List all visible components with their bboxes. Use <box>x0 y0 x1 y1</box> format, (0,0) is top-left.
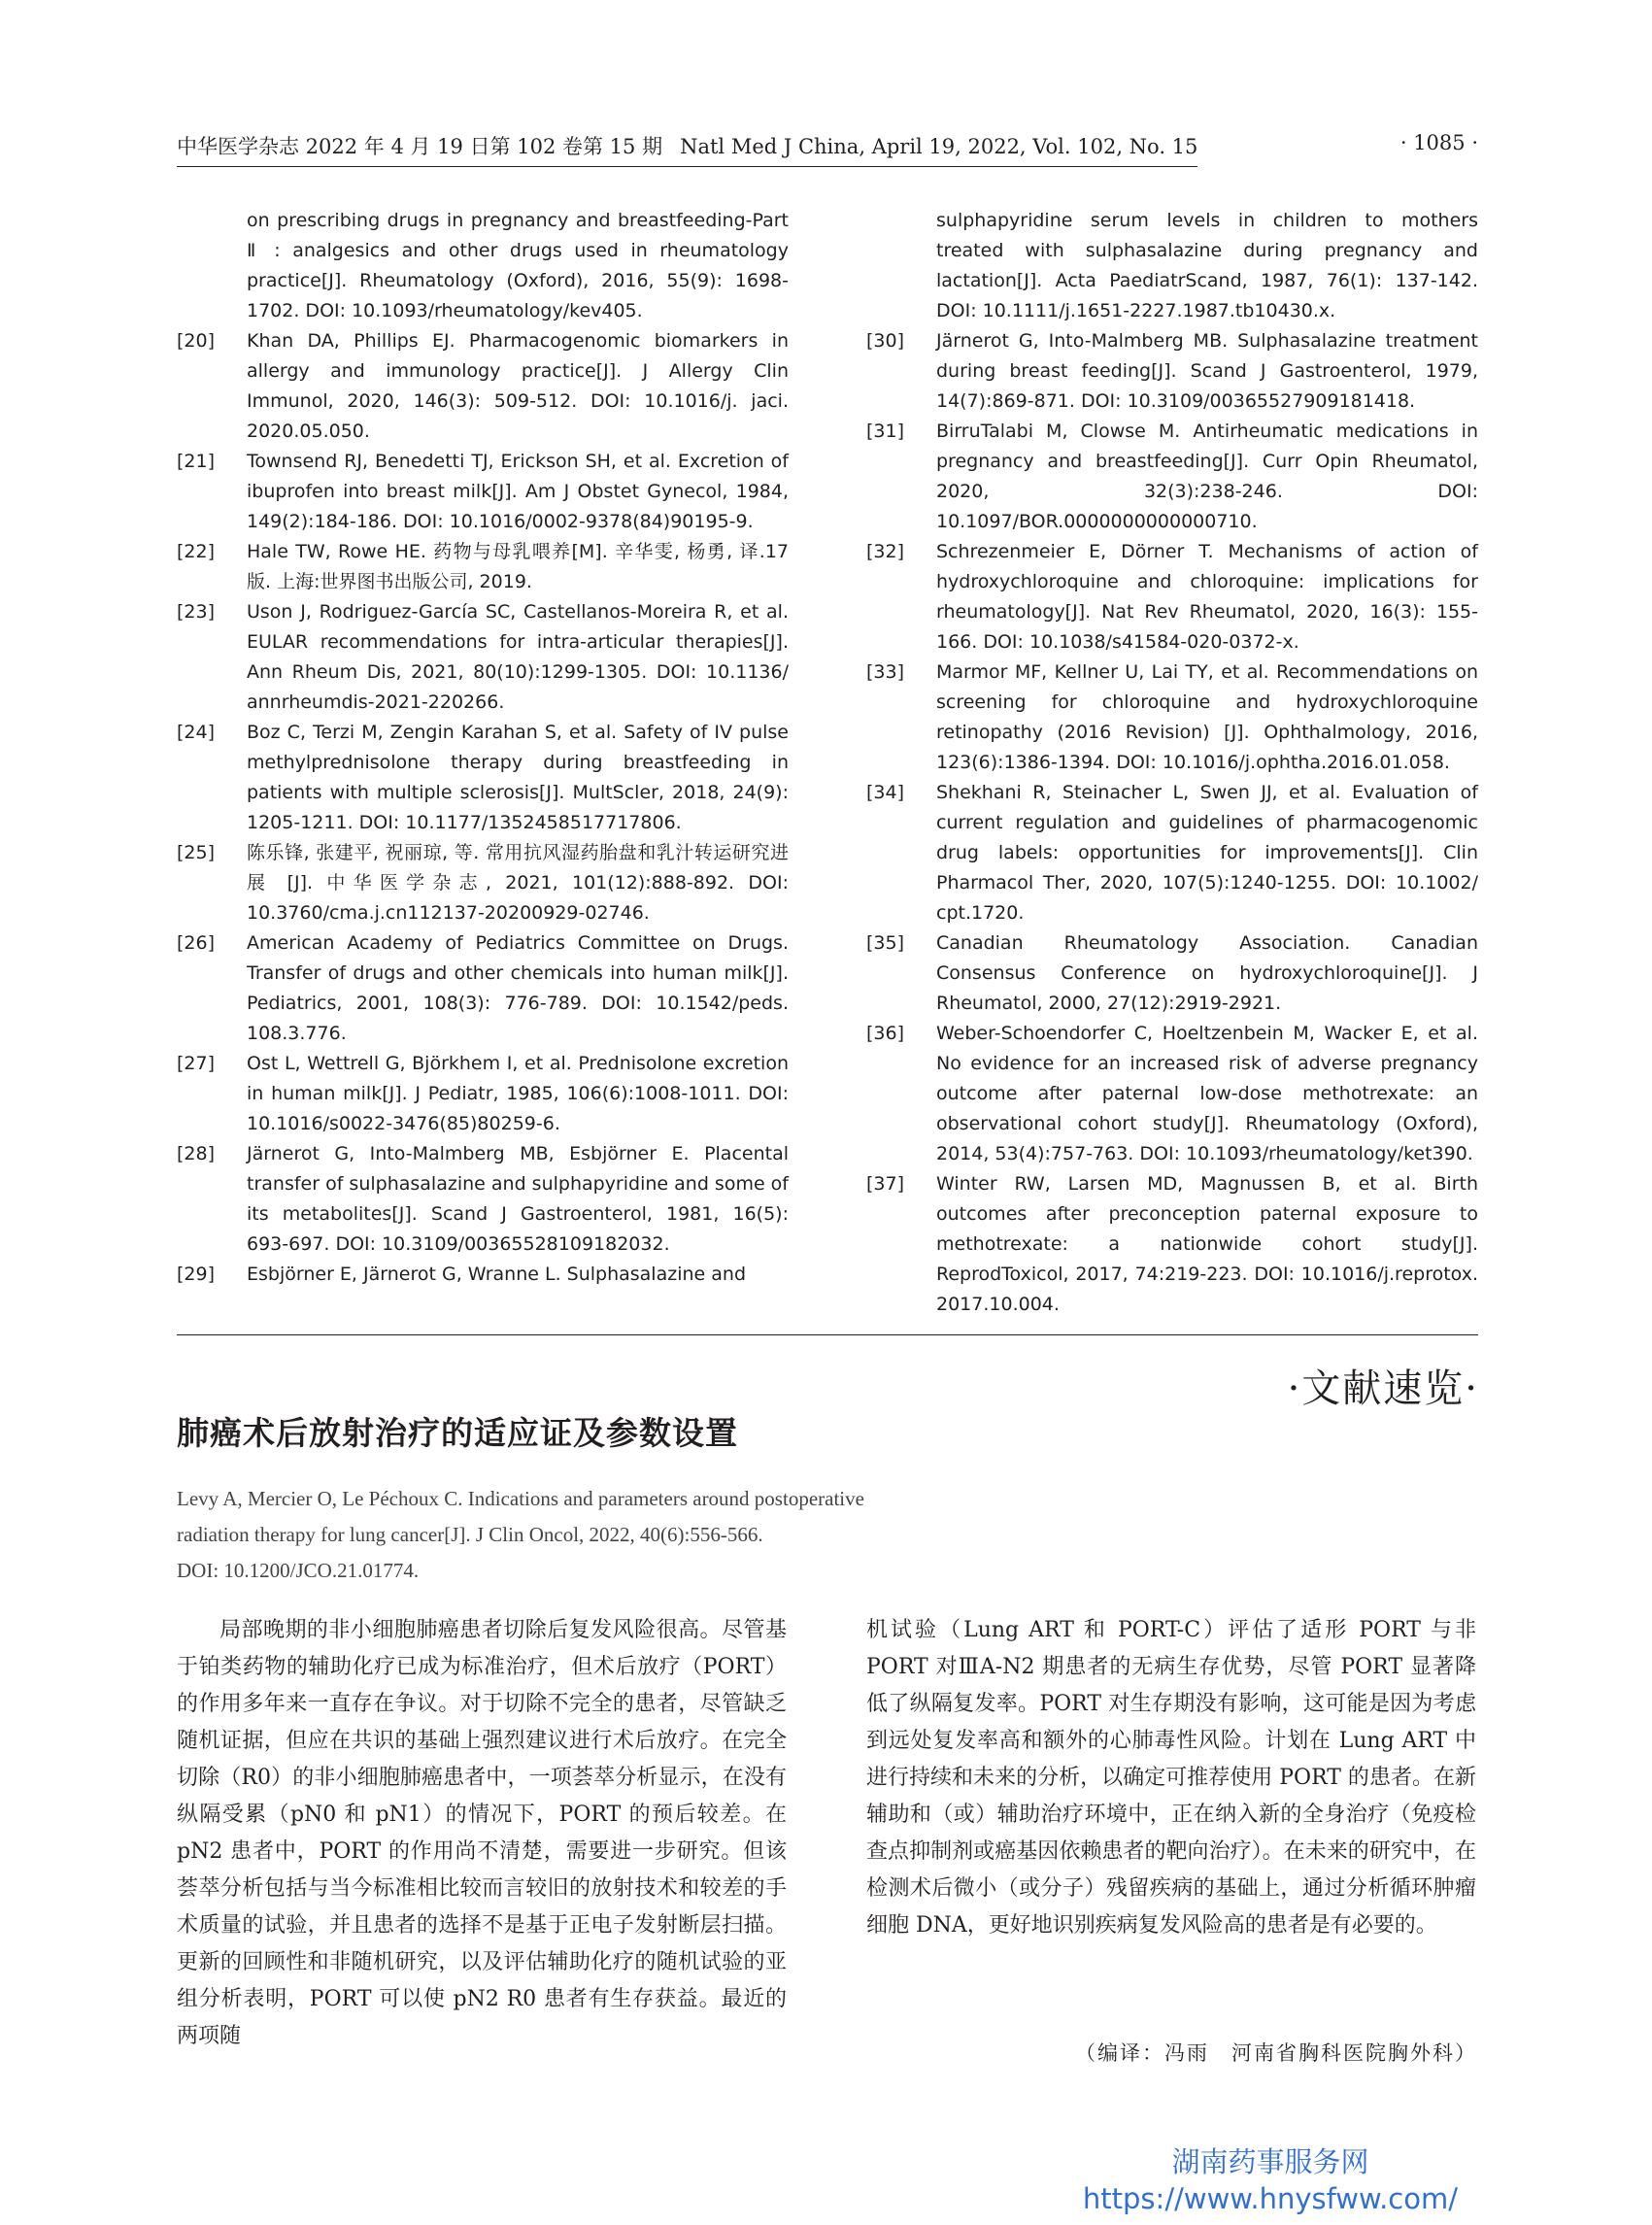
reference-text: 陈乐锋, 张建平, 祝丽琼, 等. 常用抗风湿药胎盘和乳汁转运研究进展 [J]. 中华医学杂志, 2021, 101(12):888-892. DOI: 10.3760/cma.j.cn112137-20200929-02746. <box>247 842 789 924</box>
reference-item <box>866 778 1478 928</box>
reference-number: [23] <box>177 601 216 623</box>
reference-text: Ost L, Wettrell G, Björkhem I, et al. Prednisolone excretion in human milk[J]. J Pediatr, 1985, 106(6):1008-1011. DOI: 10.1016/s0022-3476(85)80259-6. <box>247 1053 789 1134</box>
reference-text: Marmor MF, Kellner U, Lai TY, et al. Recommendations on screening for chloroquine and hydroxychloroquine retinopathy (2016 Revision) [J]. Ophthalmology, 2016, 123(6):1386-1394. DOI: 10.1016/j.ophtha.2016.01.058. <box>936 661 1478 773</box>
reference-text: BirruTalabi M, Clowse M. Antirheumatic medications in pregnancy and breastfeeding[J]. Curr Opin Rheumatol, 2020, 32(3):238-246. DOI: 10.1097/BOR.0000000000000710. <box>936 421 1478 532</box>
reference-text: on prescribing drugs in pregnancy and breastfeeding-Part Ⅱ : analgesics and other drugs used in rheumatology practice[J]. Rheumatology (Oxford), 2016, 55(9): 1698-1702. DOI: 10.1093/rheumatology/kev405. <box>247 210 789 321</box>
reference-item <box>177 1049 789 1139</box>
article-title: 肺癌术后放射治疗的适应证及参数设置 <box>177 1414 738 1452</box>
reference-item <box>177 928 789 1049</box>
reference-number: [21] <box>177 451 216 472</box>
citation-line: DOI: 10.1200/JCO.21.01774. <box>177 1559 420 1582</box>
citation-line: Levy A, Mercier O, Le Péchoux C. Indications and parameters around postoperative <box>177 1487 864 1510</box>
journal-cn: 中华医学杂志 2022 年 4 月 19 日第 102 卷第 15 期 <box>177 135 663 158</box>
article-citation <box>177 1481 1109 1589</box>
article-body <box>177 1612 1478 2048</box>
section-tag: ·文献速览· <box>1287 1366 1479 1411</box>
reference-item <box>866 928 1478 1019</box>
reference-item <box>177 537 789 597</box>
reference-number: [26] <box>177 932 216 954</box>
reference-number: [30] <box>866 330 905 352</box>
page-number: · 1085 · <box>1399 131 1478 154</box>
reference-item <box>177 718 789 838</box>
reference-number: [25] <box>177 842 216 863</box>
reference-text: Khan DA, Phillips EJ. Pharmacogenomic biomarkers in allergy and immunology practice[J]. J Allergy Clin Immunol, 2020, 146(3): 509-512. DOI: 10.1016/j. jaci. 2020.05.050. <box>247 330 789 442</box>
reference-item <box>177 838 789 928</box>
reference-number: [33] <box>866 661 905 683</box>
reference-number: [28] <box>177 1143 216 1164</box>
reference-text: Hale TW, Rowe HE. 药物与母乳喂养[M]. 辛华雯, 杨勇, 译.17 版. 上海:世界图书出版公司, 2019. <box>247 541 789 592</box>
reference-number: [24] <box>177 722 216 743</box>
watermark-name: 湖南药事服务网 <box>1171 2145 1369 2178</box>
reference-text: Boz C, Terzi M, Zengin Karahan S, et al. Safety of IV pulse methylprednisolone therapy during breastfeeding in patients with multiple sclerosis[J]. MultScler, 2018, 24(9): 1205-1211. DOI: 10.1177/1352458517717806. <box>247 722 789 833</box>
reference-text: Canadian Rheumatology Association. Canadian Consensus Conference on hydroxychloroquine[J]. J Rheumatol, 2000, 27(12):2919-2921. <box>936 932 1478 1014</box>
reference-item <box>866 1169 1478 1320</box>
reference-number: [29] <box>177 1264 216 1285</box>
reference-item <box>177 1139 789 1260</box>
reference-item <box>866 326 1478 417</box>
reference-text: Järnerot G, Into-Malmberg MB. Sulphasalazine treatment during breast feeding[J]. Scand J Gastroenterol, 1979, 14(7):869-871. DOI: 10.3109/00365527909181418. <box>936 330 1478 412</box>
reference-number: [31] <box>866 421 905 442</box>
page-header <box>177 131 1478 166</box>
section-divider <box>177 1334 1478 1335</box>
watermark-url[interactable]: https://www.hnysfww.com/ <box>1082 2182 1458 2215</box>
journal-en: Natl Med J China, April 19, 2022, Vol. 102, No. 15 <box>680 135 1198 158</box>
watermark <box>1083 2143 1458 2217</box>
reference-item <box>177 597 789 718</box>
reference-item <box>866 1019 1478 1169</box>
reference-item <box>866 657 1478 778</box>
reference-item <box>866 206 1478 326</box>
reference-number: [27] <box>177 1053 216 1074</box>
reference-text: sulphapyridine serum levels in children to mothers treated with sulphasalazine during pregnancy and lactation[J]. Acta PaediatrScand, 1987, 76(1): 137-142. DOI: 10.1111/j.1651-2227.1987.tb10430.x. <box>936 210 1478 321</box>
reference-item <box>177 206 789 326</box>
reference-number: [32] <box>866 541 905 562</box>
reference-text: Townsend RJ, Benedetti TJ, Erickson SH, et al. Excretion of ibuprofen into breast milk[J]. Am J Obstet Gynecol, 1984, 149(2):184-186. DOI: 10.1016/0002-9378(84)90195-9. <box>247 451 789 532</box>
reference-text: Esbjörner E, Järnerot G, Wranne L. Sulphasalazine and <box>247 1264 747 1285</box>
reference-number: [36] <box>866 1023 905 1044</box>
reference-number: [35] <box>866 932 905 954</box>
reference-text: Schrezenmeier E, Dörner T. Mechanisms of action of hydroxychloroquine and chloroquine: implications for rheumatology[J]. Nat Rev Rheumatol, 2020, 16(3): 155-166. DOI: 10.1038/s41584-020-0372-x. <box>936 541 1478 653</box>
reference-item <box>866 537 1478 657</box>
reference-text: Winter RW, Larsen MD, Magnussen B, et al. Birth outcomes after preconception paternal exposure to methotrexate: a nationwide cohort study[J]. ReprodToxicol, 2017, 74:219-223. DOI: 10.1016/j.reprotox. 2017.10.004. <box>936 1173 1478 1315</box>
reference-list <box>177 206 1478 1315</box>
reference-text: American Academy of Pediatrics Committee on Drugs. Transfer of drugs and other chemicals into human milk[J]. Pediatrics, 2001, 108(3): 776-789. DOI: 10.1542/peds. 108.3.776. <box>247 932 789 1044</box>
body-column-right: 机试验（Lung ART 和 PORT-C）评估了适形 PORT 与非 PORT 对ⅢA-N2 期患者的无病生存优势，尽管 PORT 显著降低了纵隔复发率。PORT 对生存期没有影响，这可能是因为考虑到远处复发率高和额外的心肺毒性风险。计划在 Lung ART 中进行持续和未来的分析，以确定可推荐使用 PORT 的患者。在新辅助和（或）辅助治疗环境中，正在纳入新的全身治疗（免疫检查点抑制剂或癌基因依赖患者的靶向治疗）。在未来的研究中，在检测术后微小（或分子）残留疾病的基础上，通过分析循环肿瘤细胞 DNA，更好地识别疾病复发风险高的患者是有必要的。 <box>866 1618 1476 1938</box>
reference-item <box>177 1260 789 1290</box>
reference-number: [20] <box>177 330 216 352</box>
translator-credit: （编译：冯雨 河南省胸科医院胸外科） <box>1075 2041 1477 2065</box>
reference-item <box>177 326 789 447</box>
body-column-left: 局部晚期的非小细胞肺癌患者切除后复发风险很高。尽管基于铂类药物的辅助化疗已成为标准治疗，但术后放疗（PORT）的作用多年来一直存在争议。对于切除不完全的患者，尽管缺乏随机证据，但应在共识的基础上强烈建议进行术后放疗。在完全切除（R0）的非小细胞肺癌患者中，一项荟萃分析显示，在没有纵隔受累（pN0 和 pN1）的情况下，PORT 的预后较差。在 pN2 患者中，PORT 的作用尚不清楚，需要进一步研究。但该荟萃分析包括与当今标准相比较而言较旧的放射技术和较差的手术质量的试验，并且患者的选择不是基于正电子发射断层扫描。更新的回顾性和非随机研究，以及评估辅助化疗的随机试验的亚组分析表明，PORT 可以使 pN2 R0 患者有生存获益。最近的两项随 <box>177 1618 787 2048</box>
reference-item <box>866 417 1478 537</box>
reference-number: [37] <box>866 1173 905 1195</box>
reference-text: Weber-Schoendorfer C, Hoeltzenbein M, Wacker E, et al. No evidence for an increased risk of adverse pregnancy outcome after paternal low-dose methotrexate: an observational cohort study[J]. Rheumatology (Oxford), 2014, 53(4):757-763. DOI: 10.1093/rheumatology/ket390. <box>936 1023 1478 1164</box>
reference-text: Shekhani R, Steinacher L, Swen JJ, et al. Evaluation of current regulation and guidelines of pharmacogenomic drug labels: opportunities for improvements[J]. Clin Pharmacol Ther, 2020, 107(5):1240-1255. DOI: 10.1002/ cpt.1720. <box>936 782 1478 924</box>
reference-text: Uson J, Rodriguez-García SC, Castellanos-Moreira R, et al. EULAR recommendations for intra-articular therapies[J]. Ann Rheum Dis, 2021, 80(10):1299-1305. DOI: 10.1136/ annrheumdis-2021-220266. <box>247 601 789 713</box>
reference-text: Järnerot G, Into-Malmberg MB, Esbjörner E. Placental transfer of sulphasalazine and sulphapyridine and some of its metabolites[J]. Scand J Gastroenterol, 1981, 16(5): 693-697. DOI: 10.3109/00365528109182032. <box>247 1143 789 1255</box>
reference-number: [34] <box>866 782 905 803</box>
reference-column-left <box>177 206 789 1290</box>
citation-line: radiation therapy for lung cancer[J]. J Clin Oncol, 2022, 40(6):556-566. <box>177 1523 763 1546</box>
reference-column-right <box>866 206 1478 1320</box>
reference-number: [22] <box>177 541 216 562</box>
journal-info <box>177 131 1197 167</box>
reference-item <box>177 447 789 537</box>
